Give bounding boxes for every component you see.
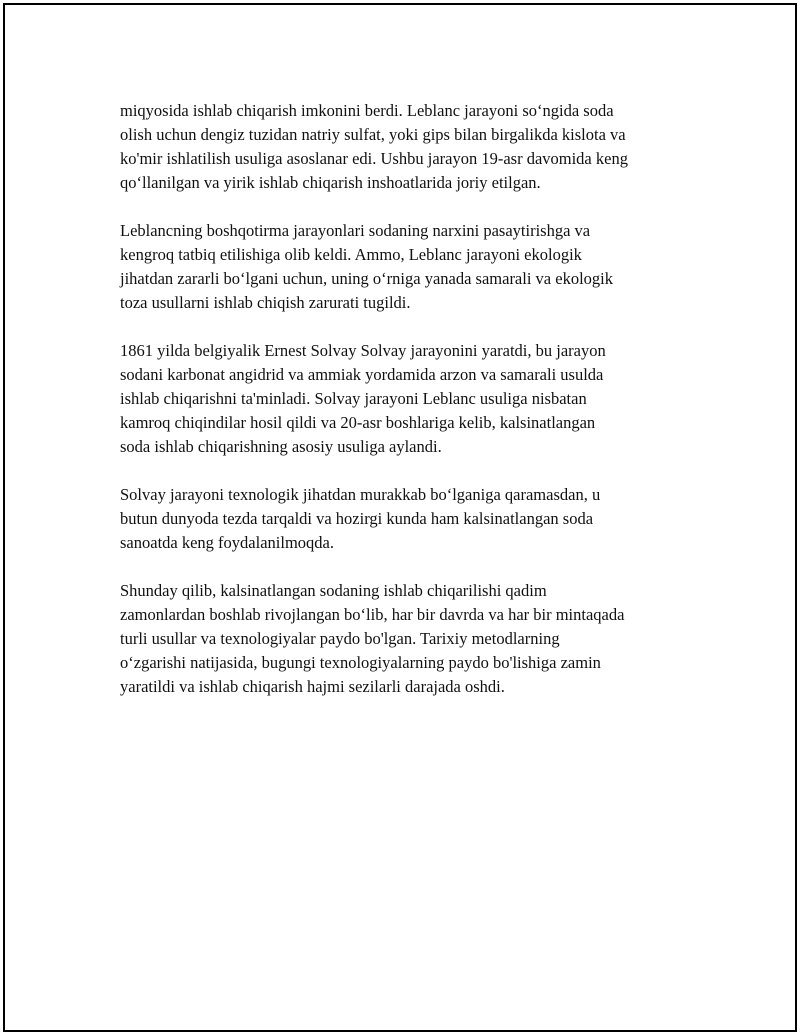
paragraph-5: Shunday qilib, kalsinatlangan sodaning ishlab chiqarilishi qadim zamonlardan boshlab rivojlangan bo‘lib, har bir davrda va har bir mintaqada turli usullar va texnologiyalar paydo bo'lgan. Tarixiy metodlarning o‘zgarishi natijasida, bugungi texnologiyalarning paydo bo'lishiga zamin yaratildi va ishlab chiqarish hajmi sezilarli darajada oshdi.	[120, 581, 625, 696]
paragraph-4: Solvay jarayoni texnologik jihatdan murakkab bo‘lganiga qaramasdan, u butun dunyoda tezda tarqaldi va hozirgi kunda ham kalsinatlangan soda sanoatda keng foydalanilmoqda.	[120, 485, 601, 552]
document-page	[3, 3, 797, 1032]
paragraph-3: 1861 yilda belgiyalik Ernest Solvay Solvay jarayonini yaratdi, bu jarayon sodani karbonat angidrid va ammiak yordamida arzon va samarali usulda ishlab chiqarishni ta'minladi. Solvay jarayoni Leblanc usuliga nisbatan kamroq chiqindilar hosil qildi va 20-asr boshlariga kelib, kalsinatlangan soda ishlab chiqarishning asosiy usuliga aylandi.	[120, 341, 606, 456]
paragraph-2: Leblancning boshqotirma jarayonlari sodaning narxini pasaytirishga va kengroq tatbiq etilishiga olib keldi. Ammo, Leblanc jarayoni ekologik jihatdan zararli bo‘lgani uchun, uning o‘rniga yanada samarali va ekologik toza usullarni ishlab chiqish zarurati tugildi.	[120, 221, 613, 312]
paragraph-1: miqyosida ishlab chiqarish imkonini berdi. Leblanc jarayoni so‘ngida soda olish uchun dengiz tuzidan natriy sulfat, yoki gips bilan birgalikda kislota va ko'mir ishlatilish usuliga asoslanar edi. Ushbu jarayon 19-asr davomida keng qo‘llanilgan va yirik ishlab chiqarish inshoatlarida joriy etilgan.	[120, 101, 628, 192]
document-body	[120, 99, 710, 723]
